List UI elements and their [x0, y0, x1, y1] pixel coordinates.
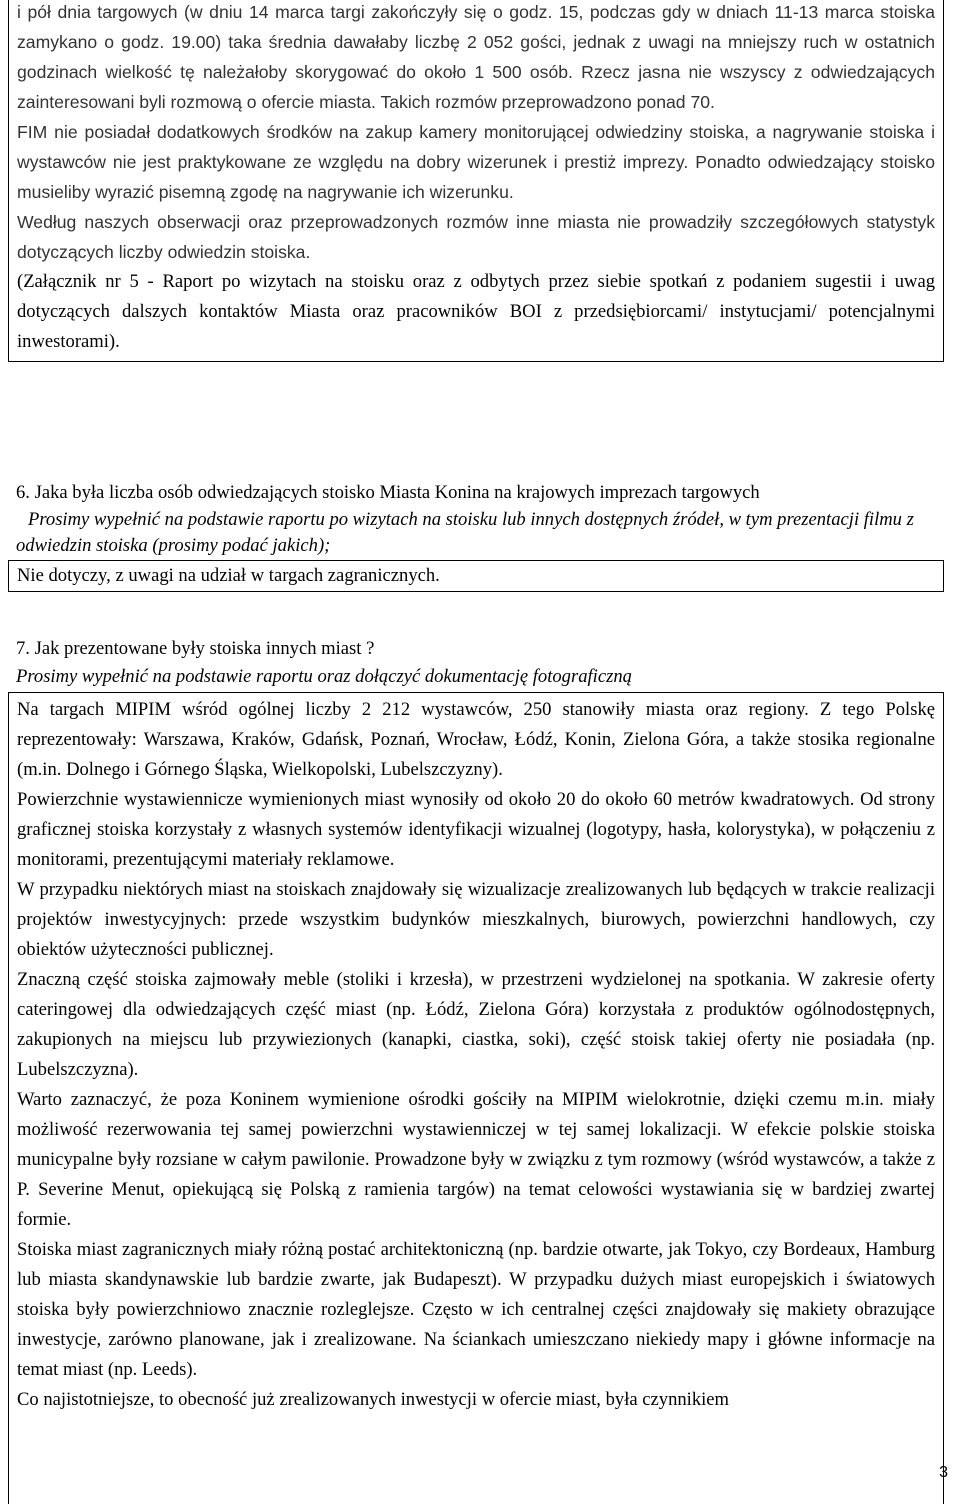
- paragraph: i pół dnia targowych (w dniu 14 marca targi zakończyły się o godz. 15, podczas gdy w dniach 11-13 marca stoiska zamykano o godz. 19.00) taka średnia dawałaby liczbę 2 052 gości, jednak z uwagi na mniejszy ruch w ostatnich godzinach wielkość tę należałoby skorygować do około 1 500 osób. Rzecz jasna nie wszyscy z odwiedzających zainteresowani byli rozmową o ofercie miasta. Takich rozmów przeprowadzono ponad 70.: [17, 2, 935, 112]
- answer-box-q7: [8, 692, 944, 1504]
- paragraph: Stoiska miast zagranicznych miały różną postać architektoniczną (np. bardzie otwarte, jak Tokyo, czy Bordeaux, Hamburg lub miasta skandynawskie lub bardzie zwarte, jak Budapeszt). W przypadku dużych miast europejskich i światowych stoiska były powierzchniowo znacznie rozleglejsze. Często w ich centralnej części znajdowały się makiety obrazujące inwestycje, zarówno planowane, jak i zrealizowane. Na ściankach umieszczano niekiedy mapy i główne informacje na temat miast (np. Leeds).: [17, 1239, 935, 1380]
- paragraph: Na targach MIPIM wśród ogólnej liczby 2 212 wystawców, 250 stanowiły miasta oraz regiony. Z tego Polskę reprezentowały: Warszawa, Kraków, Gdańsk, Poznań, Wrocław, Łódź, Konin, Zielona Góra, a także stosika regionalne (m.in. Dolnego i Górnego Śląska, Wielkopolski, Lubelszczyzny).: [17, 699, 935, 780]
- answer-box-q5: [8, 0, 944, 362]
- paragraph: Co najistotniejsze, to obecność już zrealizowanych inwestycji w ofercie miast, była czynnikiem: [17, 1389, 730, 1410]
- paragraph: Według naszych obserwacji oraz przeprowadzonych rozmów inne miasta nie prowadziły szczegółowych statystyk dotyczących liczby odwiedzin stoiska.: [17, 212, 935, 262]
- question-7-instruction: Prosimy wypełnić na podstawie raportu oraz dołączyć dokumentację fotograficzną: [16, 666, 632, 687]
- question-7-heading: 7. Jak prezentowane były stoiska innych miast ?: [16, 638, 375, 659]
- question-6-heading: 6. Jaka była liczba osób odwiedzających stoisko Miasta Konina na krajowych imprezach targowych: [16, 482, 760, 503]
- paragraph: Powierzchnie wystawiennicze wymienionych miast wynosiły od około 20 do około 60 metrów kwadratowych. Od strony graficznej stoiska korzystały z własnych systemów identyfikacji wizualnej (logotypy, hasła, kolorystyka), w połączeniu z monitorami, prezentującymi materiały reklamowe.: [17, 789, 935, 870]
- paragraph: W przypadku niektórych miast na stoiskach znajdowały się wizualizacje zrealizowanych lub będących w trakcie realizacji projektów inwestycyjnych: przede wszystkim budynków mieszkalnych, biurowych, powierzchni handlowych, czy obiektów użyteczności publicznej.: [17, 879, 935, 960]
- paragraph: Warto zaznaczyć, że poza Koninem wymienione ośrodki gościły na MIPIM wielokrotnie, dzięki czemu m.in. miały możliwość rezerwowania tej samej powierzchni wystawienniczej w tej samej lokalizacji. W efekcie polskie stoiska municypalne były rozsiane w całym pawilonie. Prowadzone były w związku z tym rozmowy (wśród wystawców, a także z P. Severine Menut, opiekującą się Polską z ramienia targów) na temat celowości wystawiania się w bardziej zwartej formie.: [17, 1089, 935, 1230]
- annex-note: (Załącznik nr 5 - Raport po wizytach na stoisku oraz z odbytych przez siebie spotkań z podaniem sugestii i uwag dotyczących dalszych kontaktów Miasta oraz pracowników BOI z przedsiębiorcami/ instytucjami/ potencjalnymi inwestorami).: [17, 271, 935, 352]
- answer-box-q6: [8, 560, 944, 592]
- question-6-answer: Nie dotyczy, z uwagi na udział w targach zagranicznych.: [17, 565, 440, 586]
- question-6-instruction: Prosimy wypełnić na podstawie raportu po wizytach na stoisku lub innych dostępnych źródeł, w tym prezentacji filmu z odwiedzin stoiska (prosimy podać jakich);: [16, 509, 914, 556]
- page-number: 3: [939, 1464, 948, 1481]
- paragraph: FIM nie posiadał dodatkowych środków na zakup kamery monitorującej odwiedziny stoiska, a nagrywanie stoiska i wystawców nie jest praktykowane ze względu na dobry wizerunek i prestiż imprezy. Ponadto odwiedzający stoisko musieliby wyrazić pisemną zgodę na nagrywanie ich wizerunku.: [17, 122, 935, 202]
- paragraph: Znaczną część stoiska zajmowały meble (stoliki i krzesła), w przestrzeni wydzielonej na spotkania. W zakresie oferty cateringowej dla odwiedzających część miast (np. Łódź, Zielona Góra) korzystała z produktów ogólnodostępnych, zakupionych na miejscu lub przywiezionych (kanapki, ciastka, soki), część stoisk takiej oferty nie posiadała (np. Lubelszczyzna).: [17, 969, 935, 1080]
